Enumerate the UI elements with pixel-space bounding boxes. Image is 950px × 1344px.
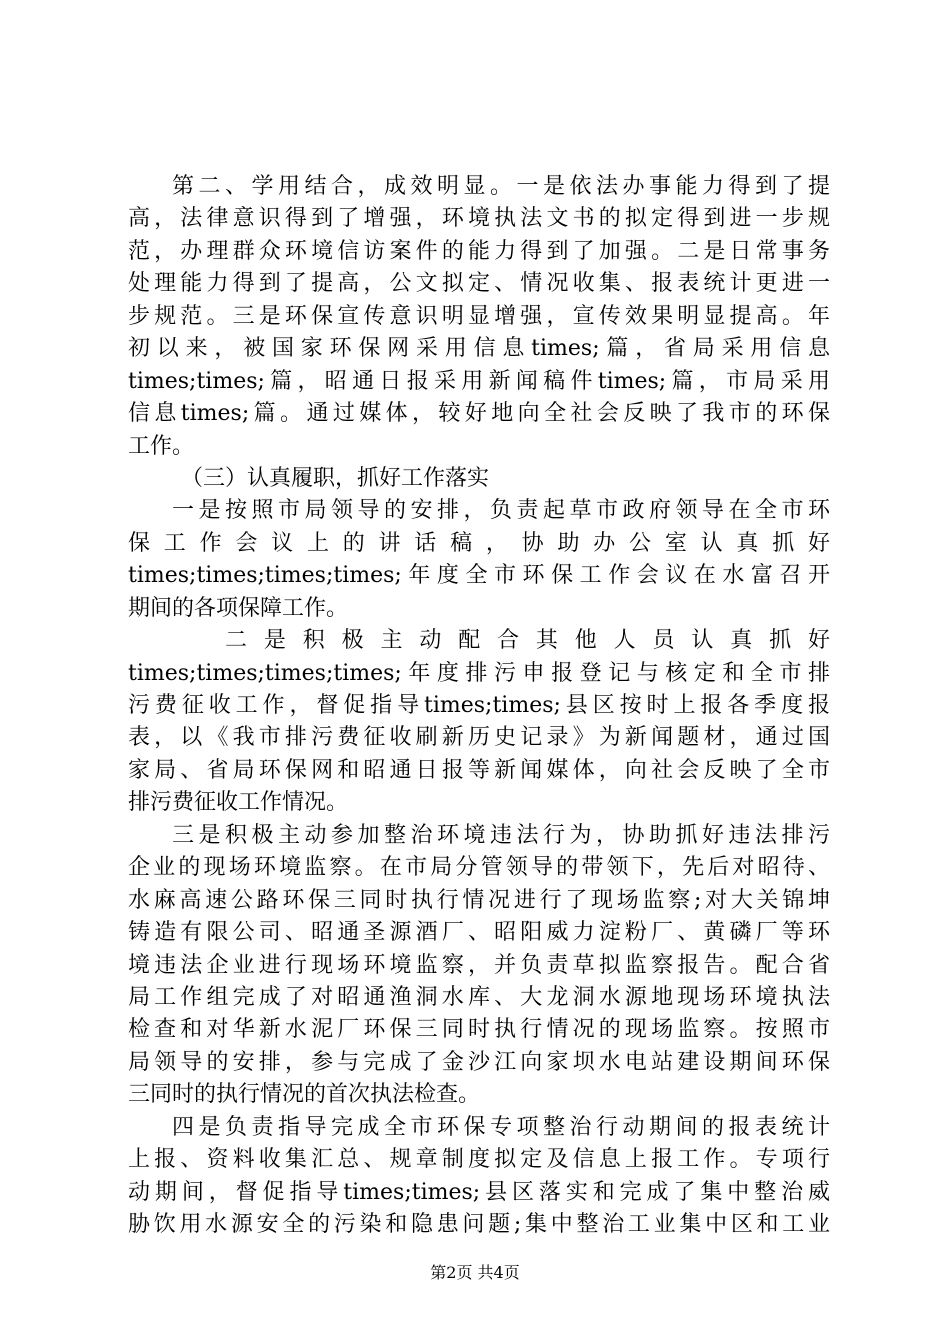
text-line: 第二、学用结合，成效明显。一是依法办事能力得到了提 [172,174,830,199]
text-line: 上报、资料收集汇总、规章制度拟定及信息上报工作。专项行 [128,1147,830,1173]
item-4-paragraph [128,1112,830,1242]
text-line: 四是负责指导完成全市环保专项整治行动期间的报表统计 [172,1114,830,1140]
text-line: 局工作组完成了对昭通渔洞水库、大龙洞水源地现场环境执法 [128,984,830,1010]
text-line: 污费征收工作，督促指导times;times;县区按时上报各季度报 [128,693,830,718]
text-line: 初以来，被国家环保网采用信息times;篇，省局采用信息 [128,336,830,362]
text-line: 企业的现场环境监察。在市局分管领导的带领下，先后对昭待、 [128,855,830,881]
text-line: times;times;篇，昭通日报采用新闻稿件times;篇，市局采用 [128,368,830,394]
text-line: 一是按照市局领导的安排，负责起草市政府领导在全市环 [172,498,830,524]
page-footer: 第2页 共4页 [430,1263,520,1282]
text-line: 三是积极主动参加整治环境违法行为，协助抓好违法排污 [172,822,830,848]
section-3-heading [128,463,830,495]
item-3-paragraph [128,820,830,1112]
text-line: 排污费征收工作情况。 [128,790,349,816]
text-line: 信息times;篇。通过媒体，较好地向全社会反映了我市的环保 [128,401,830,427]
text-line: times;times;times;times;年度排污申报登记与核定和全市排 [128,660,830,686]
text-line: 水麻高速公路环保三同时执行情况进行了现场监察;对大关锦坤 [128,887,830,913]
document-body [128,171,830,1241]
text-line: 保工作会议上的讲话稿，协助办公室认真抓好 [128,530,830,556]
text-line: 局领导的安排，参与完成了金沙江向家坝水电站建设期间环保 [128,1049,830,1075]
text-line: 表，以《我市排污费征收刷新历史记录》为新闻题材，通过国 [128,725,830,751]
text-line: 铸造有限公司、昭通圣源酒厂、昭阳威力淀粉厂、黄磷厂等环 [128,920,830,946]
text-line: 动期间，督促指导times;times;县区落实和完成了集中整治威 [128,1179,830,1205]
text-line: （三）认真履职，抓好工作落实 [181,465,490,491]
item-2-paragraph [128,625,830,820]
text-line: 胁饮用水源安全的污染和隐患问题;集中整治工业集中区和工业 [128,1212,830,1237]
text-line: 范，办理群众环境信访案件的能力得到了加强。二是日常事务 [128,238,830,264]
item-1-paragraph [128,495,830,625]
text-line: 步规范。三是环保宣传意识明显增强，宣传效果明显提高。年 [128,303,830,329]
text-line: 工作。 [128,433,195,459]
text-line: 处理能力得到了提高，公文拟定、情况收集、报表统计更进一 [128,271,830,297]
text-line: 家局、省局环保网和昭通日报等新闻媒体，向社会反映了全市 [128,757,830,783]
text-line: 期间的各项保障工作。 [128,595,349,621]
section-2-paragraph [128,171,830,463]
text-line: 三同时的执行情况的首次执法检查。 [128,1082,481,1108]
text-line: 高，法律意识得到了增强，环境执法文书的拟定得到进一步规 [128,206,830,232]
text-line: 境违法企业进行现场环境监察，并负责草拟监察报告。配合省 [128,952,830,978]
text-line: 检查和对华新水泥厂环保三同时执行情况的现场监察。按照市 [128,1017,830,1043]
text-line: 二是积极主动配合其他人员认真抓好 [225,628,830,654]
text-line: times;times;times;times;年度全市环保工作会议在水富召开 [128,563,830,589]
